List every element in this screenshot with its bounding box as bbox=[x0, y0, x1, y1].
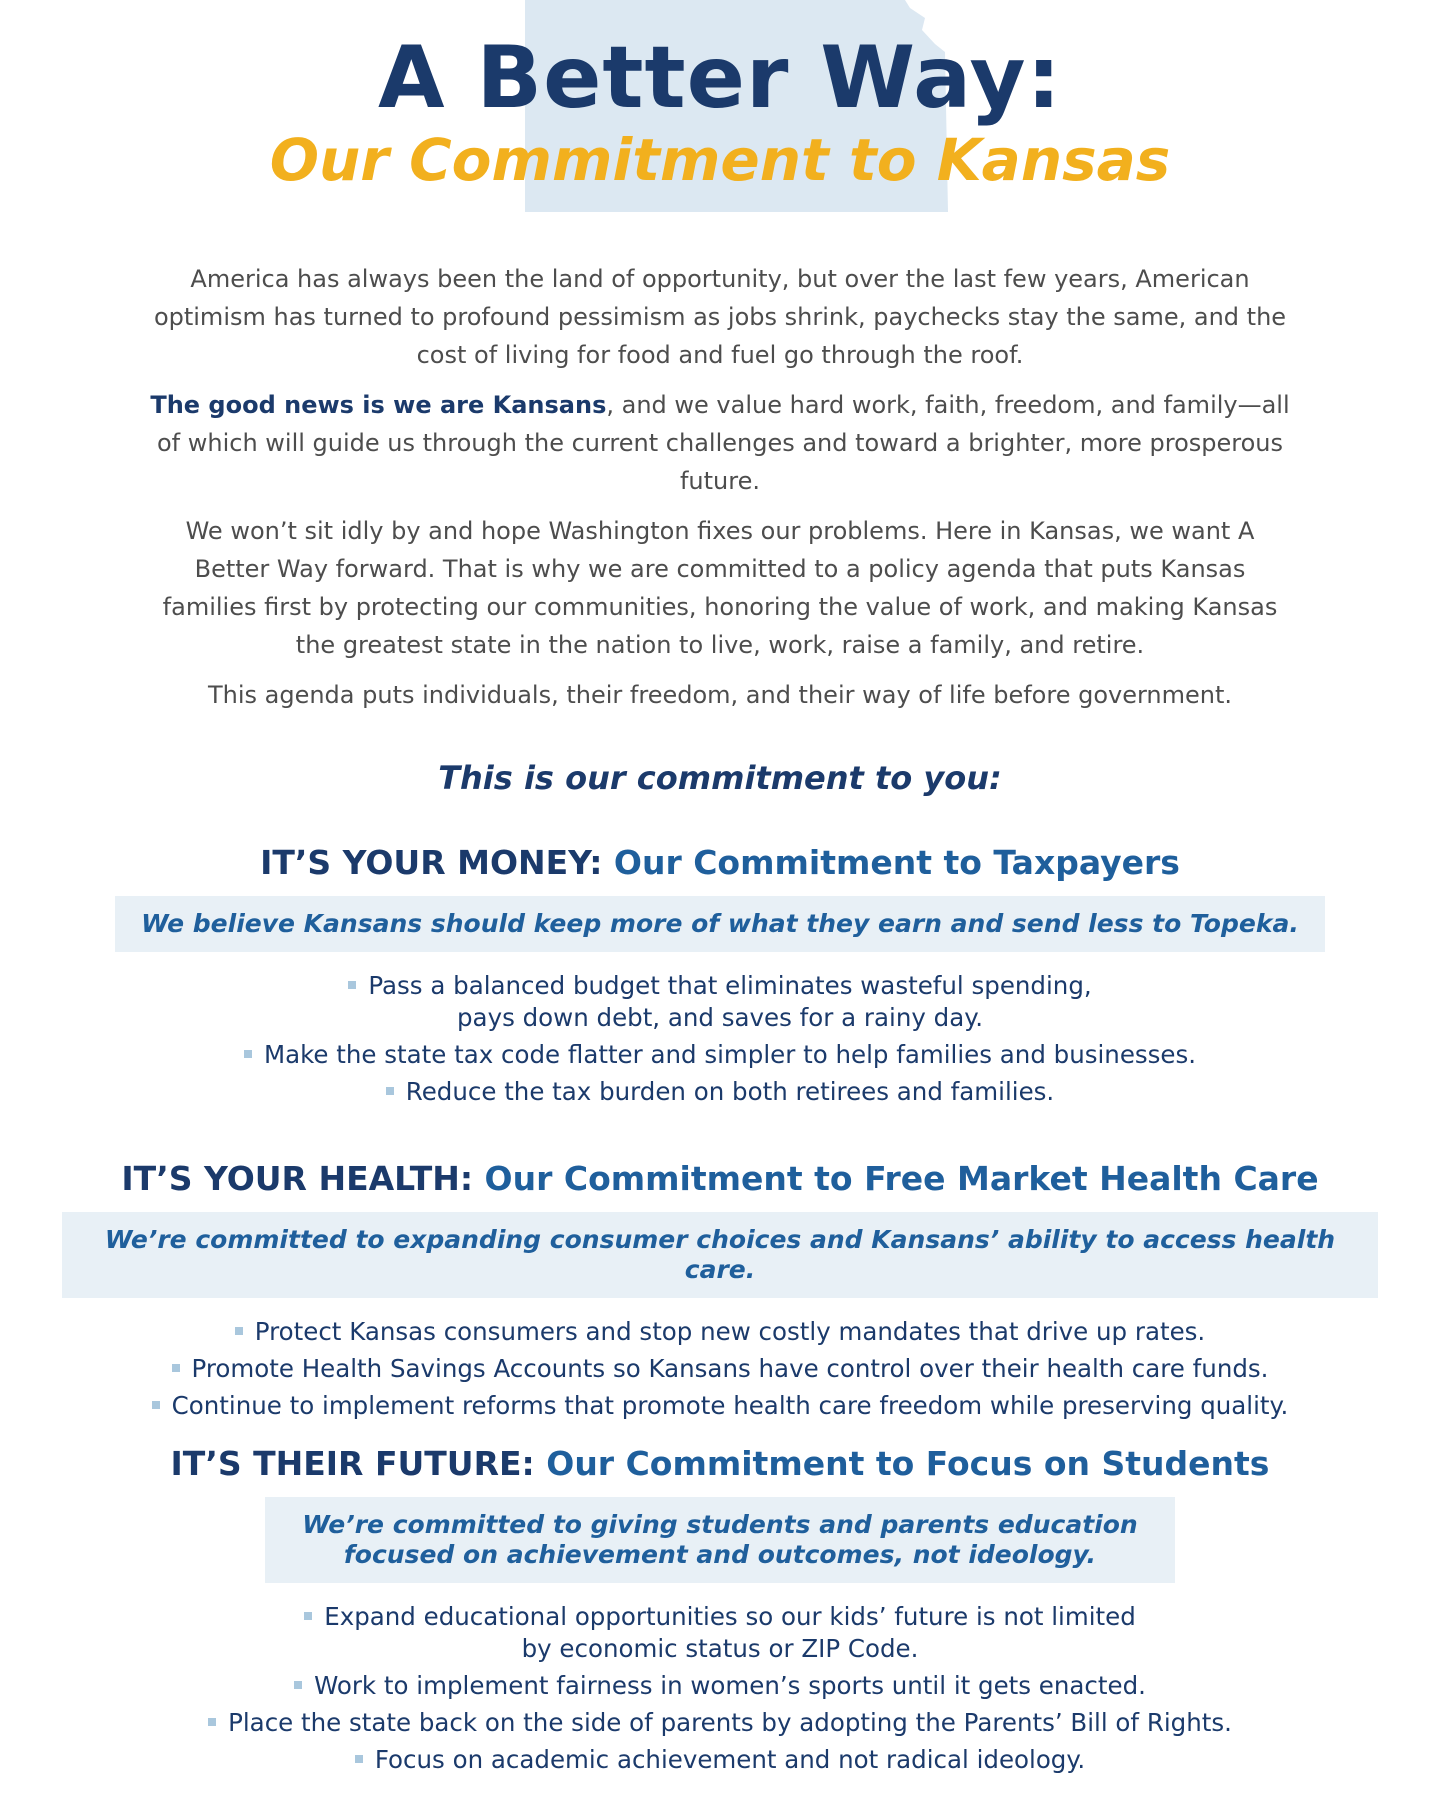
bullet-square-icon bbox=[208, 1718, 216, 1726]
intro-text bbox=[150, 260, 1290, 726]
list-item-text: Work to implement fairness in women’s sports until it gets enacted. bbox=[314, 1671, 1146, 1700]
section-health bbox=[0, 1158, 1440, 1427]
list-item bbox=[0, 1744, 1440, 1776]
list-item-text: Pass a balanced budget that eliminates wasteful spending, pays down debt, and saves for a rainy day. bbox=[368, 971, 1092, 1032]
bullet-square-icon bbox=[304, 1612, 312, 1620]
section-heading bbox=[0, 842, 1440, 884]
list-item bbox=[0, 1316, 1440, 1348]
list-item-text: Focus on academic achievement and not radical ideology. bbox=[374, 1745, 1086, 1774]
section-title: Our Commitment to Free Market Health Care bbox=[484, 1159, 1319, 1198]
section-label: IT’S YOUR HEALTH: bbox=[121, 1159, 474, 1198]
section-bullets bbox=[0, 970, 1440, 1108]
section-bullets bbox=[0, 1601, 1440, 1776]
page-title: A Better Way: bbox=[378, 28, 1062, 128]
bullet-square-icon bbox=[152, 1401, 160, 1409]
list-item bbox=[0, 1039, 1440, 1071]
commitment-heading: This is our commitment to you: bbox=[438, 759, 1002, 797]
intro-paragraph-2 bbox=[150, 386, 1290, 500]
list-item-text: Continue to implement reforms that promote health care freedom while preserving quality. bbox=[171, 1391, 1289, 1420]
list-item bbox=[290, 1601, 1150, 1665]
list-item bbox=[0, 1076, 1440, 1108]
section-banner: We’re committed to giving students and parents education focused on achievement and outcomes, not ideology. bbox=[265, 1497, 1175, 1583]
intro-paragraph-3: We won’t sit idly by and hope Washington fixes our problems. Here in Kansas, we want A Better Way forward. That is why we are committed to a policy agenda that puts Kansas families first by protecting our communities, honoring the value of work, and making Kansas the greatest state in the nation to live, work, raise a family, and retire. bbox=[162, 517, 1278, 659]
section-money bbox=[0, 842, 1440, 1113]
list-item-text: Promote Health Savings Accounts so Kansans have control over their health care funds. bbox=[191, 1354, 1269, 1383]
list-item bbox=[0, 1707, 1440, 1739]
bullet-square-icon bbox=[348, 981, 356, 989]
list-item-text: Place the state back on the side of parents by adopting the Parents’ Bill of Rights. bbox=[228, 1708, 1232, 1737]
intro-paragraph-2-rest: , and we value hard work, faith, freedom, and family—all of which will guide us through the current challenges and toward a brighter, more prosperous future. bbox=[156, 391, 1290, 495]
section-students bbox=[0, 1443, 1440, 1781]
list-item-text: Make the state tax code flatter and simpler to help families and businesses. bbox=[263, 1040, 1197, 1069]
page-subtitle: Our Commitment to Kansas bbox=[269, 126, 1171, 194]
bullet-square-icon bbox=[386, 1087, 394, 1095]
list-item bbox=[0, 1353, 1440, 1385]
intro-paragraph-1: America has always been the land of opportunity, but over the last few years, American optimism has turned to profound pessimism as jobs shrink, paychecks stay the same, and the cost of living for food and fuel go through the roof. bbox=[153, 265, 1287, 369]
bullet-square-icon bbox=[235, 1327, 243, 1335]
bullet-square-icon bbox=[355, 1755, 363, 1763]
section-label: IT’S YOUR MONEY: bbox=[260, 843, 603, 882]
section-label: IT’S THEIR FUTURE: bbox=[170, 1444, 535, 1483]
list-item-text: Expand educational opportunities so our kids’ future is not limited by economic status or ZIP Code. bbox=[324, 1602, 1136, 1663]
section-banner: We’re committed to expanding consumer choices and Kansans’ ability to access health care. bbox=[62, 1212, 1378, 1298]
list-item bbox=[0, 1390, 1440, 1422]
list-item-text: Reduce the tax burden on both retirees and families. bbox=[405, 1077, 1055, 1106]
bullet-square-icon bbox=[244, 1050, 252, 1058]
section-title: Our Commitment to Taxpayers bbox=[613, 843, 1180, 882]
section-bullets bbox=[0, 1316, 1440, 1422]
intro-paragraph-4: This agenda puts individuals, their freedom, and their way of life before government. bbox=[207, 681, 1233, 709]
intro-lead-text: The good news is we are Kansans bbox=[150, 391, 607, 419]
section-heading bbox=[0, 1443, 1440, 1485]
section-title: Our Commitment to Focus on Students bbox=[546, 1444, 1270, 1483]
list-item-text: Protect Kansas consumers and stop new costly mandates that drive up rates. bbox=[254, 1317, 1206, 1346]
bullet-square-icon bbox=[294, 1681, 302, 1689]
section-heading bbox=[0, 1158, 1440, 1200]
list-item bbox=[0, 1670, 1440, 1702]
list-item bbox=[340, 970, 1100, 1034]
section-banner: We believe Kansans should keep more of what they earn and send less to Topeka. bbox=[115, 896, 1325, 952]
bullet-square-icon bbox=[172, 1364, 180, 1372]
